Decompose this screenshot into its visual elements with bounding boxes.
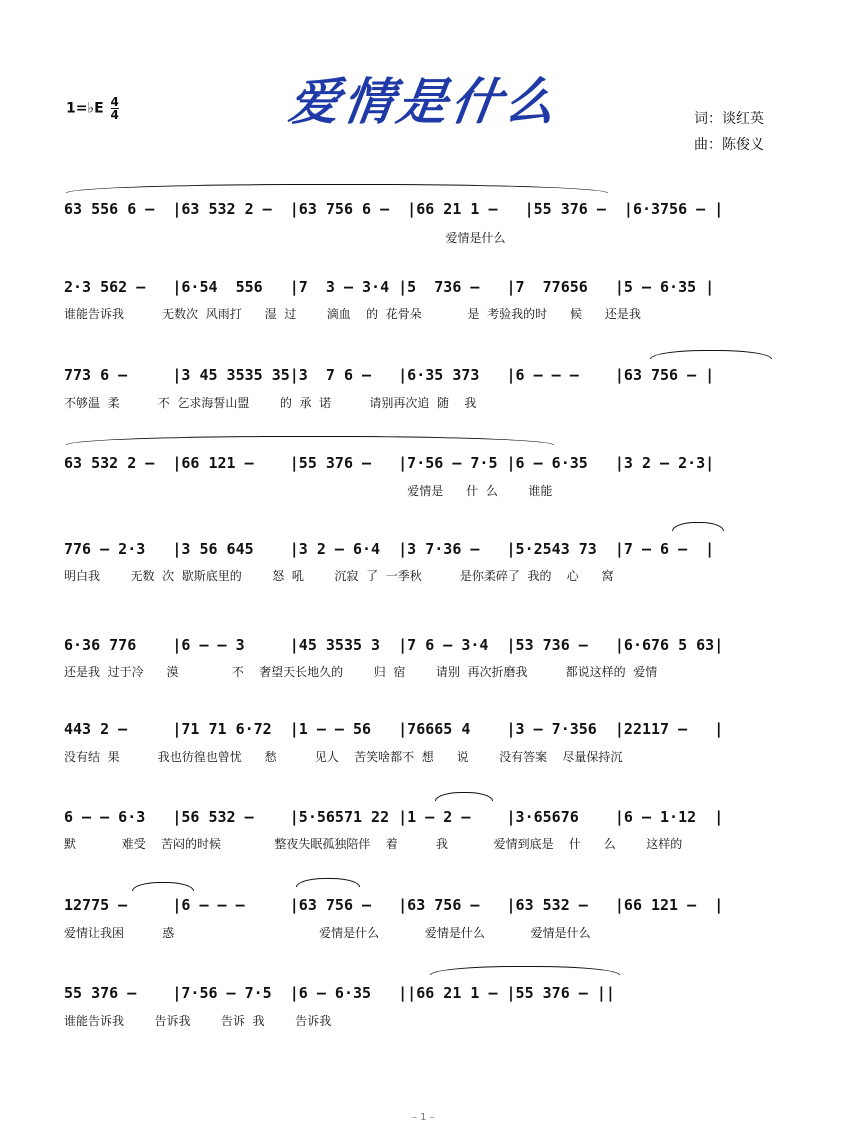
slur bbox=[296, 878, 360, 887]
composer-credit: 曲：陈俊义 bbox=[694, 137, 764, 153]
lyricist-credit: 词：谈红英 bbox=[694, 111, 764, 127]
score-line-4-notes: 63 532 2 – |66 121 – |55 376 – |7·56 – 7·5 |6 – 6·35 |3 2 – 2·3| bbox=[64, 454, 715, 472]
score-line-3-notes: 773 6 – |3 45 3535 35|3 7 6 – |6·35 373 |6 – – – |63 756 – | bbox=[64, 366, 715, 384]
song-title: 爱情是什么 bbox=[285, 72, 564, 131]
score-line-5-lyrics: 明白我 无数 次 歇斯底里的 怒 吼 沉寂 了 一季秋 是你柔碎了 我的 心 窝 bbox=[64, 569, 614, 583]
time-signature bbox=[111, 96, 119, 121]
score-line-9-lyrics: 爱情让我困 惑 爱情是什么 爱情是什么 爱情是什么 bbox=[64, 926, 591, 940]
slur bbox=[430, 966, 620, 975]
score-line-1-notes: 63 556 6 – |63 532 2 – |63 756 6 – |66 21 1 – |55 376 – |6·3756 – | bbox=[64, 200, 724, 218]
page-number: – 1 – bbox=[412, 1112, 435, 1123]
slur bbox=[132, 882, 194, 891]
key-text: 1=♭E bbox=[66, 100, 104, 117]
score-line-8-notes: 6 – – 6·3 |56 532 – |5·56571 22 |1 – 2 – |3·65676 |6 – 1·12 | bbox=[64, 808, 724, 826]
key-signature bbox=[66, 96, 119, 121]
score-line-9-notes: 12775 – |6 – – – |63 756 – |63 756 – |63 532 – |66 121 – | bbox=[64, 896, 724, 914]
slur bbox=[66, 184, 608, 193]
slur bbox=[435, 792, 493, 801]
score-line-10-lyrics: 谁能告诉我 告诉我 告诉 我 告诉我 bbox=[64, 1014, 332, 1028]
score-line-2-notes: 2·3 562 – |6·54 556 |7 3 – 3·4 |5 736 – |7 77656 |5 – 6·35 | bbox=[64, 278, 715, 296]
slur bbox=[66, 436, 554, 445]
score-line-4-lyrics: 爱情是 什 么 谁能 bbox=[64, 484, 553, 498]
score-line-7-lyrics: 没有结 果 我也彷徨也曾忧 愁 见人 苦笑啥都不 想 说 没有答案 尽量保持沉 bbox=[64, 750, 623, 764]
score-line-10-notes: 55 376 – |7·56 – 7·5 |6 – 6·35 ||66 21 1 – |55 376 – || bbox=[64, 984, 615, 1002]
score-line-8-lyrics: 默 难受 苦闷的时候 整夜失眠孤独陪伴 着 我 爱情到底是 什 么 这样的 bbox=[64, 837, 683, 851]
score-line-6-lyrics: 还是我 过于冷 漠 不 奢望天长地久的 归 宿 请别 再次折磨我 都说这样的 爱情 bbox=[64, 665, 658, 679]
slur bbox=[650, 350, 772, 359]
score-line-1-lyrics: 爱情是什么 bbox=[64, 231, 506, 245]
time-top: 4 bbox=[110, 95, 119, 109]
score-line-6-notes: 6·36 776 |6 – – 3 |45 3535 3 |7 6 – 3·4 |53 736 – |6·676 5 63| bbox=[64, 636, 724, 654]
score-line-7-notes: 443 2 – |71 71 6·72 |1 – – 56 |76665 4 |3 – 7·356 |22117 – | bbox=[64, 720, 724, 738]
time-bottom: 4 bbox=[110, 108, 119, 122]
score-line-5-notes: 776 – 2·3 |3 56 645 |3 2 – 6·4 |3 7·36 – |5·2543 73 |7 – 6 – | bbox=[64, 540, 715, 558]
slur bbox=[672, 522, 724, 531]
score-line-3-lyrics: 不够温 柔 不 乞求海誓山盟 的 承 诺 请别再次追 随 我 bbox=[64, 396, 477, 410]
score-line-2-lyrics: 谁能告诉我 无数次 风雨打 湿 过 滴血 的 花骨朵 是 考验我的时 候 还是我 bbox=[64, 307, 641, 321]
